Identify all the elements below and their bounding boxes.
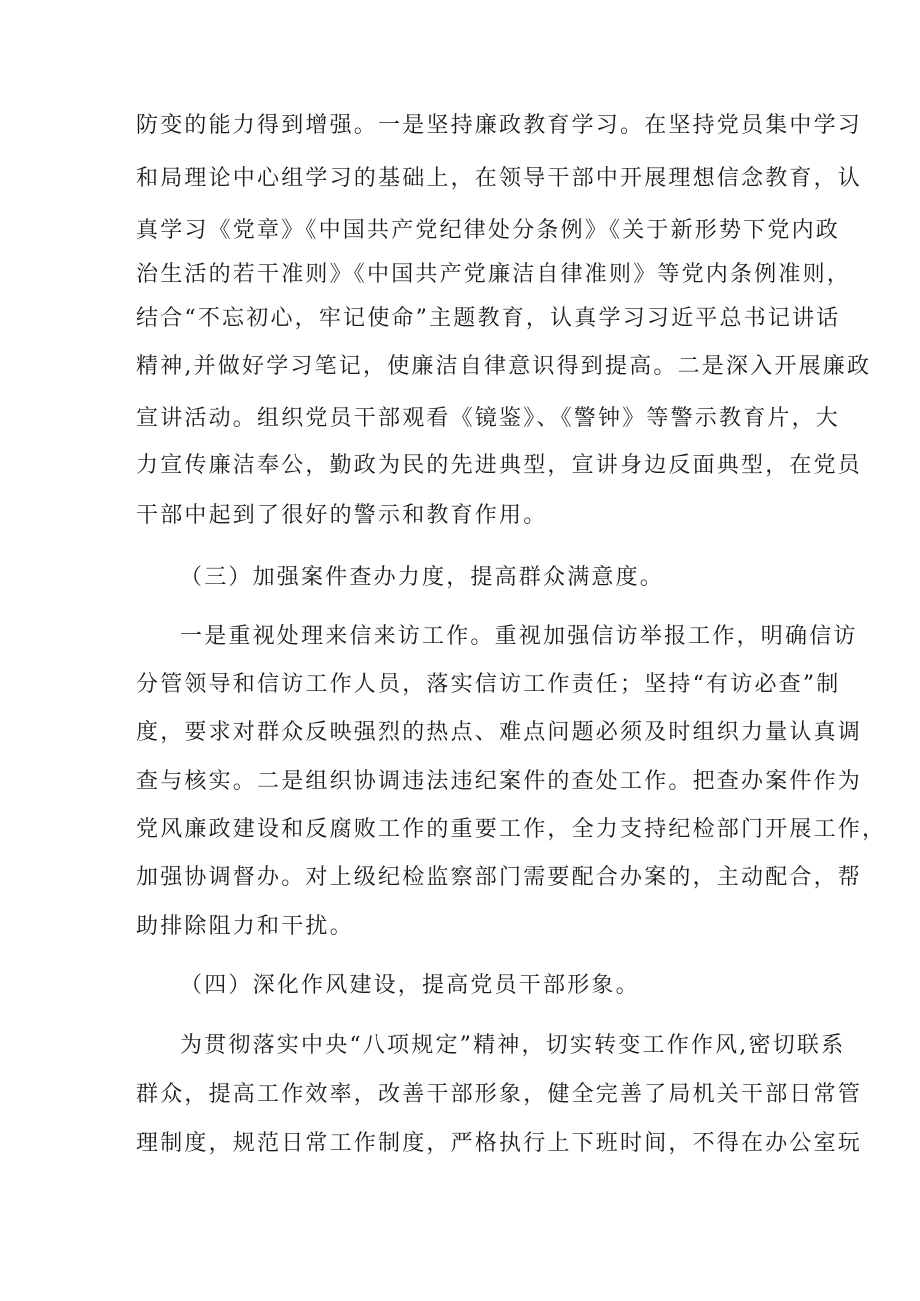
text-line: 党风廉政建设和反腐败工作的重要工作，全力支持纪检部门开展工作，	[136, 817, 887, 842]
text-line: 一是重视处理来信来访工作。重视加强信访举报工作，明确信访	[180, 624, 858, 649]
text-line: 为贯彻落实中央“八项规定”精神，切实转变工作作风,密切联系	[180, 1033, 846, 1058]
text-line: 干部中起到了很好的警示和教育作用。	[136, 503, 548, 528]
text-line: 真学习《党章》《中国共产党纪律处分条例》《关于新形势下党内政	[136, 218, 841, 243]
section-heading-3: （三）加强案件查办力度，提高群众满意度。	[180, 565, 665, 590]
text-line: 宣讲活动。组织党员干部观看《镜鉴》、《警钟》等警示教育片，大	[136, 406, 841, 431]
text-line: 查与核实。二是组织协调违法违纪案件的查处工作。把查办案件作为	[136, 769, 863, 794]
text-line: 精神,并做好学习笔记，使廉洁自律意识得到提高。二是深入开展廉政	[136, 354, 872, 379]
text-line: 和局理论中心组学习的基础上，在领导干部中开展理想信念教育，认	[136, 166, 863, 191]
text-line: 度，要求对群众反映强烈的热点、难点问题必须及时组织力量认真调	[136, 720, 863, 745]
text-line: 力宣传廉洁奉公，勤政为民的先进典型，宣讲身边反面典型，在党员	[136, 453, 863, 478]
text-line: 群众，提高工作效率，改善干部形象，健全完善了局机关干部日常管	[136, 1082, 863, 1107]
text-line: 治生活的若干准则》《中国共产党廉洁自律准则》等党内条例准则，	[136, 262, 852, 287]
text-line: 防变的能力得到增强。一是坚持廉政教育学习。在坚持党员集中学习	[136, 113, 863, 138]
text-line: 助排除阻力和干扰。	[136, 914, 354, 939]
text-line: 理制度，规范日常工作制度，严格执行上下班时间，不得在办公室玩	[136, 1131, 863, 1156]
text-line: 加强协调督办。对上级纪检监察部门需要配合办案的，主动配合，帮	[136, 865, 863, 890]
section-heading-4: （四）深化作风建设，提高党员干部形象。	[180, 973, 640, 998]
text-line: 分管领导和信访工作人员，落实信访工作责任；坚持“有访必查”制	[136, 672, 841, 697]
text-line: 结合“不忘初心，牢记使命”主题教育，认真学习习近平总书记讲话	[136, 306, 841, 331]
